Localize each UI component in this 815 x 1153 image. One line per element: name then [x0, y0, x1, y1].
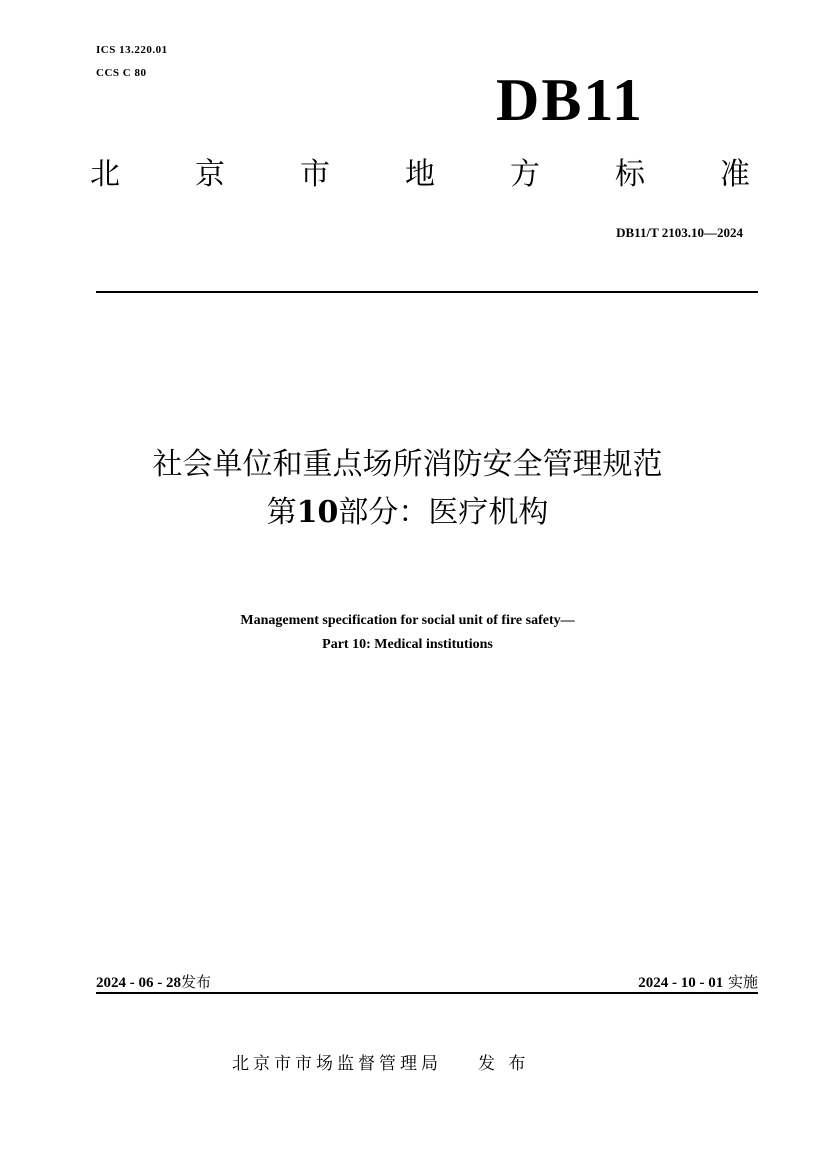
- standard-type-char: 市: [300, 157, 330, 192]
- title-part-number: 10: [296, 495, 339, 530]
- title-en-line1: Management specification for social unit of fire safety—: [240, 613, 575, 628]
- title-en-line2: Part 10: Medical institutions: [322, 637, 493, 652]
- date-row: [96, 975, 758, 991]
- implement-label: 实施: [727, 973, 758, 991]
- standard-number: DB11/T 2103.10—2024: [616, 225, 743, 240]
- standard-type-char: 京: [195, 157, 225, 192]
- ics-code: ICS 13.220.01: [96, 44, 168, 56]
- bottom-divider: [96, 992, 758, 994]
- standard-type: [90, 157, 750, 192]
- publish-label: 发布: [181, 973, 212, 991]
- title-cn-line2: [0, 495, 815, 530]
- standard-type-char: 准: [720, 157, 750, 192]
- title-part-prefix: 第: [266, 495, 297, 530]
- issuer-name: 北京市市场监督管理局: [232, 1054, 442, 1074]
- implement-date: [638, 975, 758, 991]
- issuer-line: [232, 1056, 529, 1073]
- publish-date-value: 2024 - 06 - 28: [96, 975, 181, 991]
- top-divider: [96, 291, 758, 293]
- db-logo: DB11: [496, 67, 645, 133]
- ccs-code: CCS C 80: [96, 67, 147, 79]
- implement-date-value: 2024 - 10 - 01: [638, 975, 724, 991]
- publish-date: [96, 975, 211, 991]
- issue-label: 发 布: [478, 1054, 530, 1074]
- standard-type-char: 地: [405, 157, 435, 192]
- title-part-suffix: 部分：医疗机构: [338, 495, 549, 530]
- standard-type-char: 标: [615, 157, 645, 192]
- standard-type-char: 方: [510, 157, 540, 192]
- standard-type-char: 北: [90, 157, 120, 192]
- title-cn-line1: 社会单位和重点场所消防安全管理规范: [152, 447, 663, 482]
